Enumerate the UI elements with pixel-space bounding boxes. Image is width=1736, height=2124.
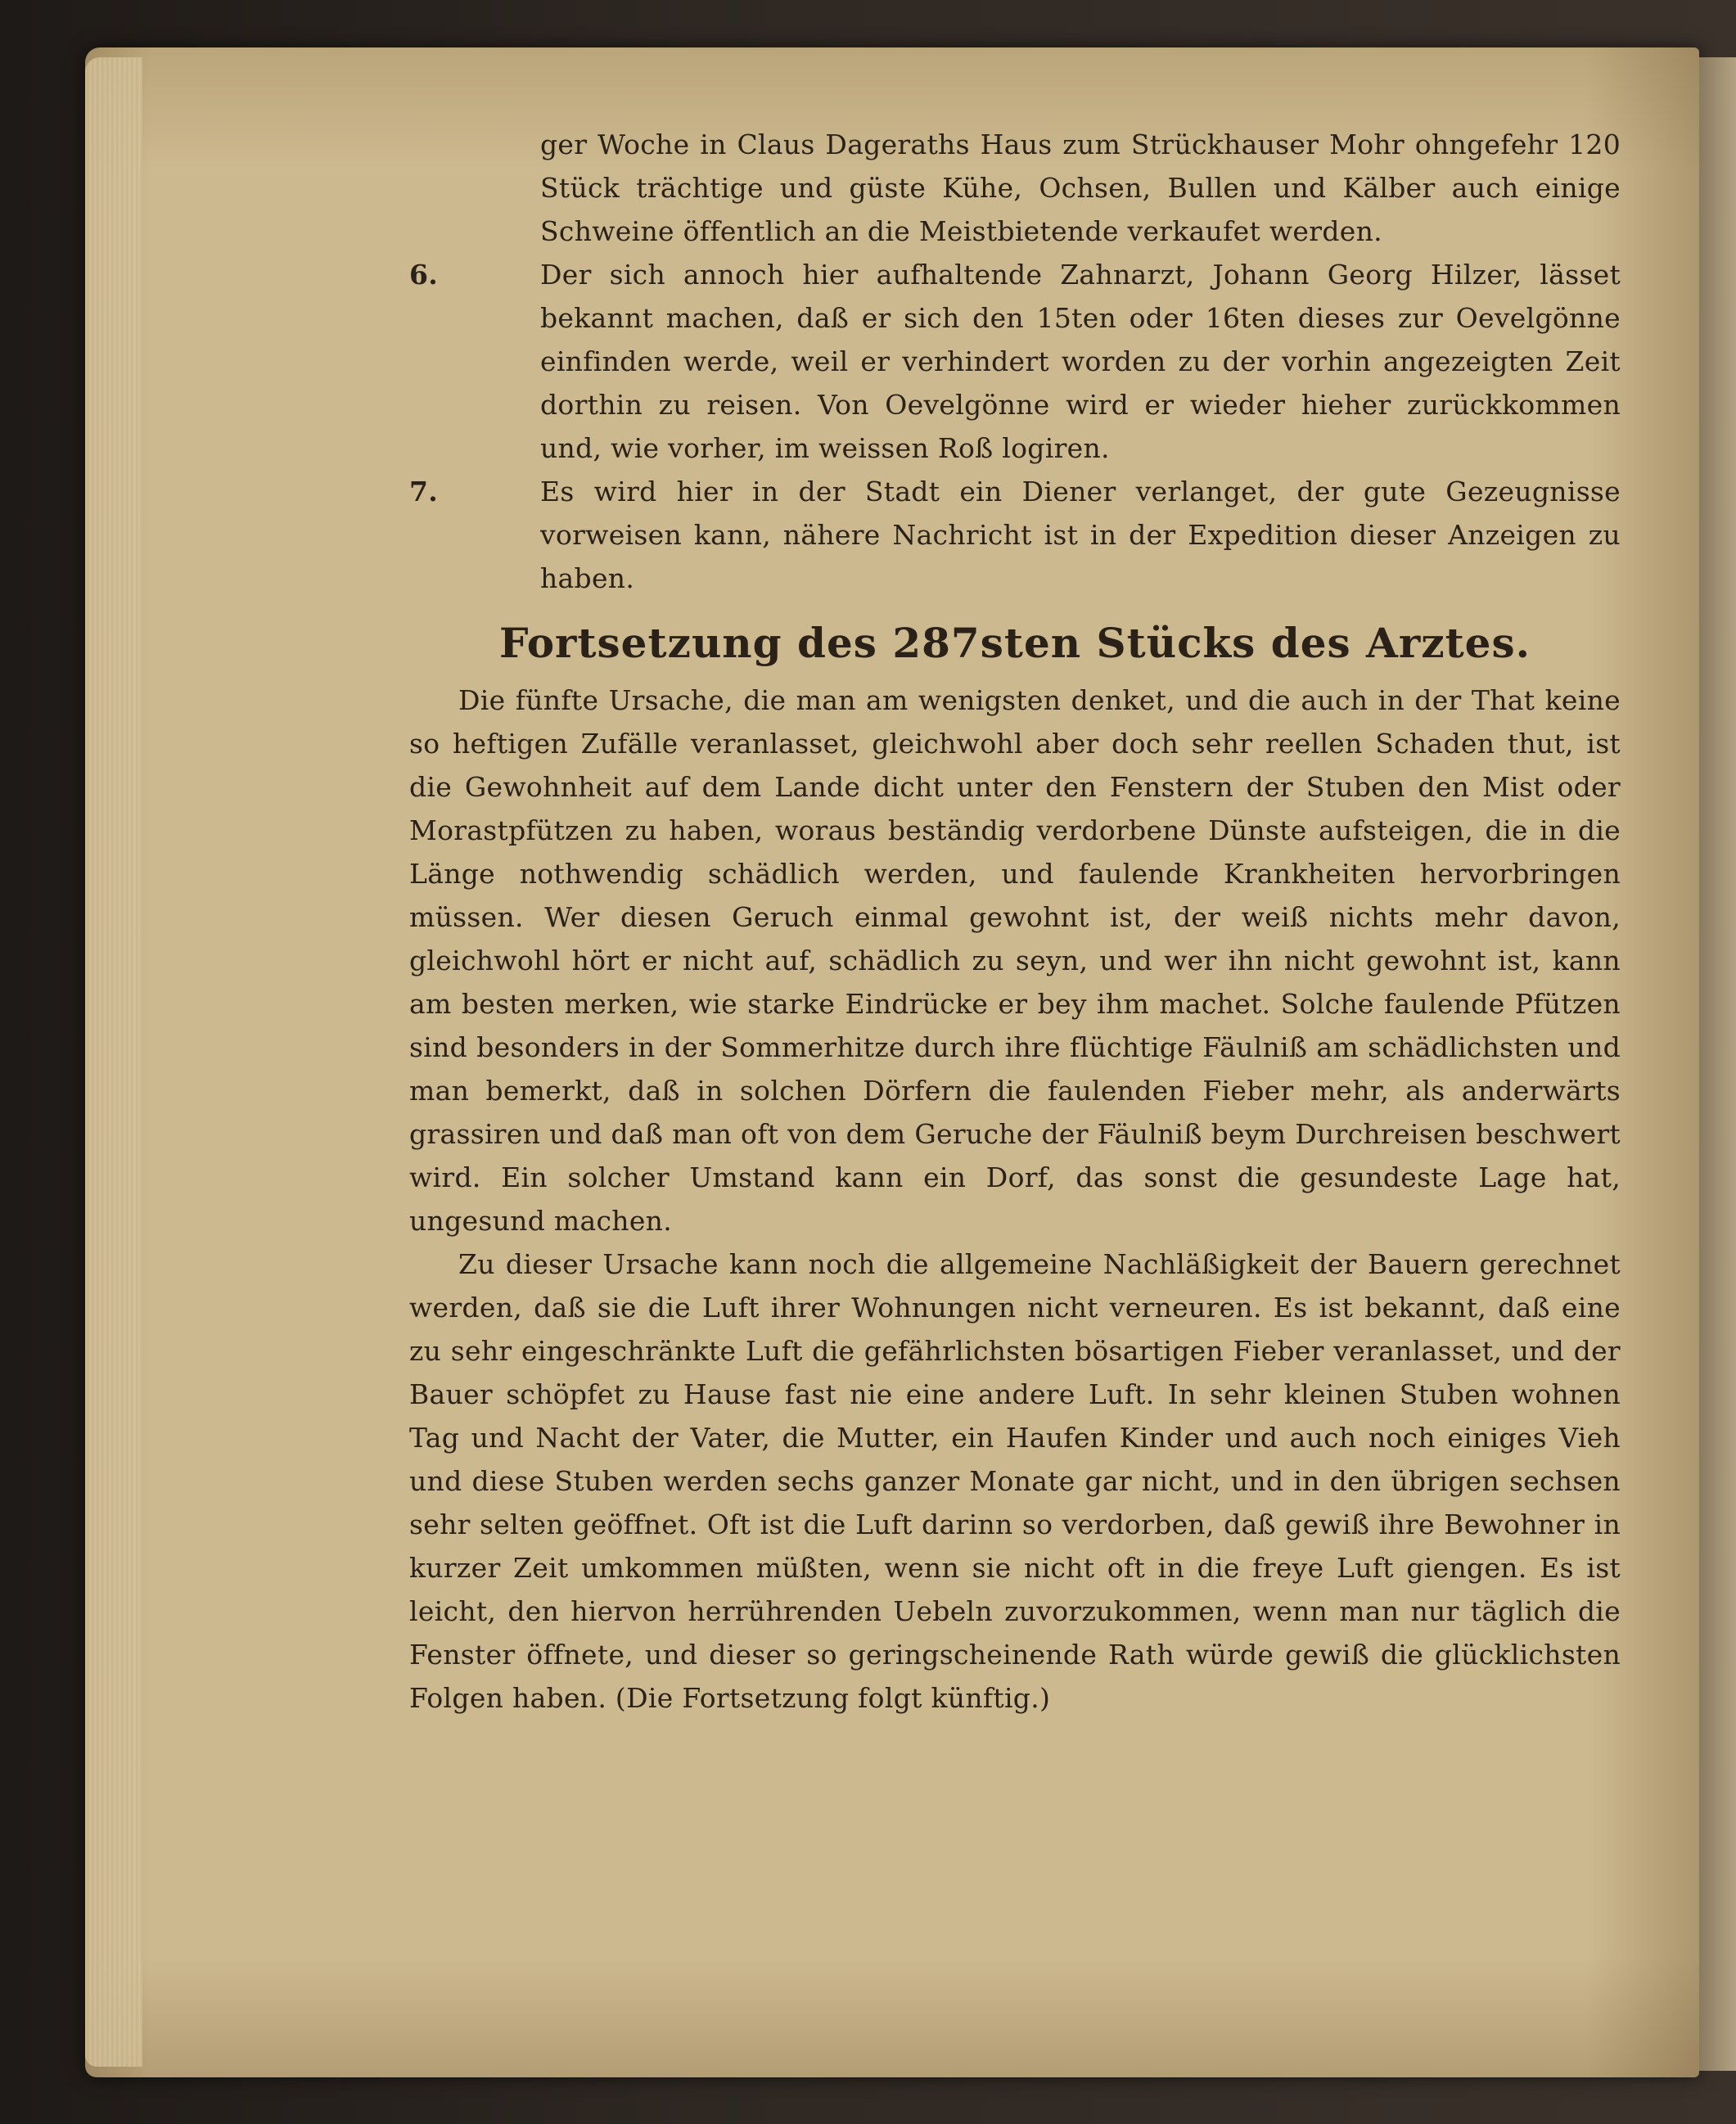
page-edges: [85, 57, 142, 2067]
continuation-text: ger Woche in Claus Dageraths Haus zum Strückhauser Mohr ohngefehr 120 Stück trächtige und güste Kühe, Ochsen, Bullen und Kälber auch einige Schweine öffentlich an die Meistbietende verkaufet werden.: [540, 129, 1621, 247]
announcement-item: [409, 470, 1621, 600]
facing-page-edge: [1699, 57, 1736, 2071]
section-heading: Fortsetzung des 287sten Stücks des Arztes.: [498, 619, 1531, 667]
item-number: 6.: [409, 259, 439, 291]
page-text: [409, 123, 1621, 1720]
item-text: Der sich annoch hier aufhaltende Zahnarzt, Johann Georg Hilzer, lässet bekannt machen, daß er sich den 15ten oder 16ten dieses zur Oevelgönne einfinden werde, weil er verhindert worden zu der vorhin angezeigten Zeit dorthin zu reisen. Von Oevelgönne wird er wieder hieher zurückkommen und, wie vorher, im weissen Roß logiren.: [540, 259, 1621, 464]
announcement-item: [409, 253, 1621, 470]
item-text: Es wird hier in der Stadt ein Diener verlanget, der gute Gezeugnisse vorweisen kann, nähere Nachricht ist in der Expedition dieser Anzeigen zu haben.: [540, 476, 1621, 594]
body-paragraph: Zu dieser Ursache kann noch die allgemeine Nachläßigkeit der Bauern gerechnet werden, daß sie die Luft ihrer Wohnungen nicht verneuren. Es ist bekannt, daß eine zu sehr eingeschränkte Luft die gefährlichsten bösartigen Fieber veranlasset, und der Bauer schöpfet zu Hause fast nie eine andere Luft. In sehr kleinen Stuben wohnen Tag und Nacht der Vater, die Mutter, ein Haufen Kinder und auch noch einiges Vieh und diese Stuben werden sechs ganzer Monate gar nicht, und in den übrigen sechsen sehr selten geöffnet. Oft ist die Luft darinn so verdorben, daß gewiß ihre Bewohner in kurzer Zeit umkommen müßten, wenn sie nicht oft in die freye Luft giengen. Es ist leicht, den hiervon herrührenden Uebeln zuvorzukommen, wenn man nur täglich die Fenster öffnete, und dieser so geringscheinende Rath würde gewiß die glücklichsten Folgen haben. (Die Fortsetzung folgt künftig.): [409, 1248, 1621, 1714]
body-paragraph: Die fünfte Ursache, die man am wenigsten denket, und die auch in der That keine so heftigen Zufälle veranlasset, gleichwohl aber doch sehr reellen Schaden thut, ist die Gewohnheit auf dem Lande dicht unter den Fenstern der Stuben den Mist oder Morastpfützen zu haben, woraus beständig verdorbene Dünste aufsteigen, die in die Länge nothwendig schädlich werden, und faulende Krankheiten hervorbringen müssen. Wer diesen Geruch einmal gewohnt ist, der weiß nichts mehr davon, gleichwohl hört er nicht auf, schädlich zu seyn, und wer ihn nicht gewohnt ist, kann am besten merken, wie starke Eindrücke er bey ihm machet. Solche faulende Pfützen sind besonders in der Sommerhitze durch ihre flüchtige Fäulniß am schädlichsten und man bemerkt, daß in solchen Dörfern die faulenden Fieber mehr, als anderwärts grassiren und daß man oft von dem Geruche der Fäulniß beym Durchreisen beschwert wird. Ein solcher Umstand kann ein Dorf, das sonst die gesundeste Lage hat, ungesund machen.: [409, 684, 1621, 1237]
item-number: 7.: [409, 476, 439, 507]
